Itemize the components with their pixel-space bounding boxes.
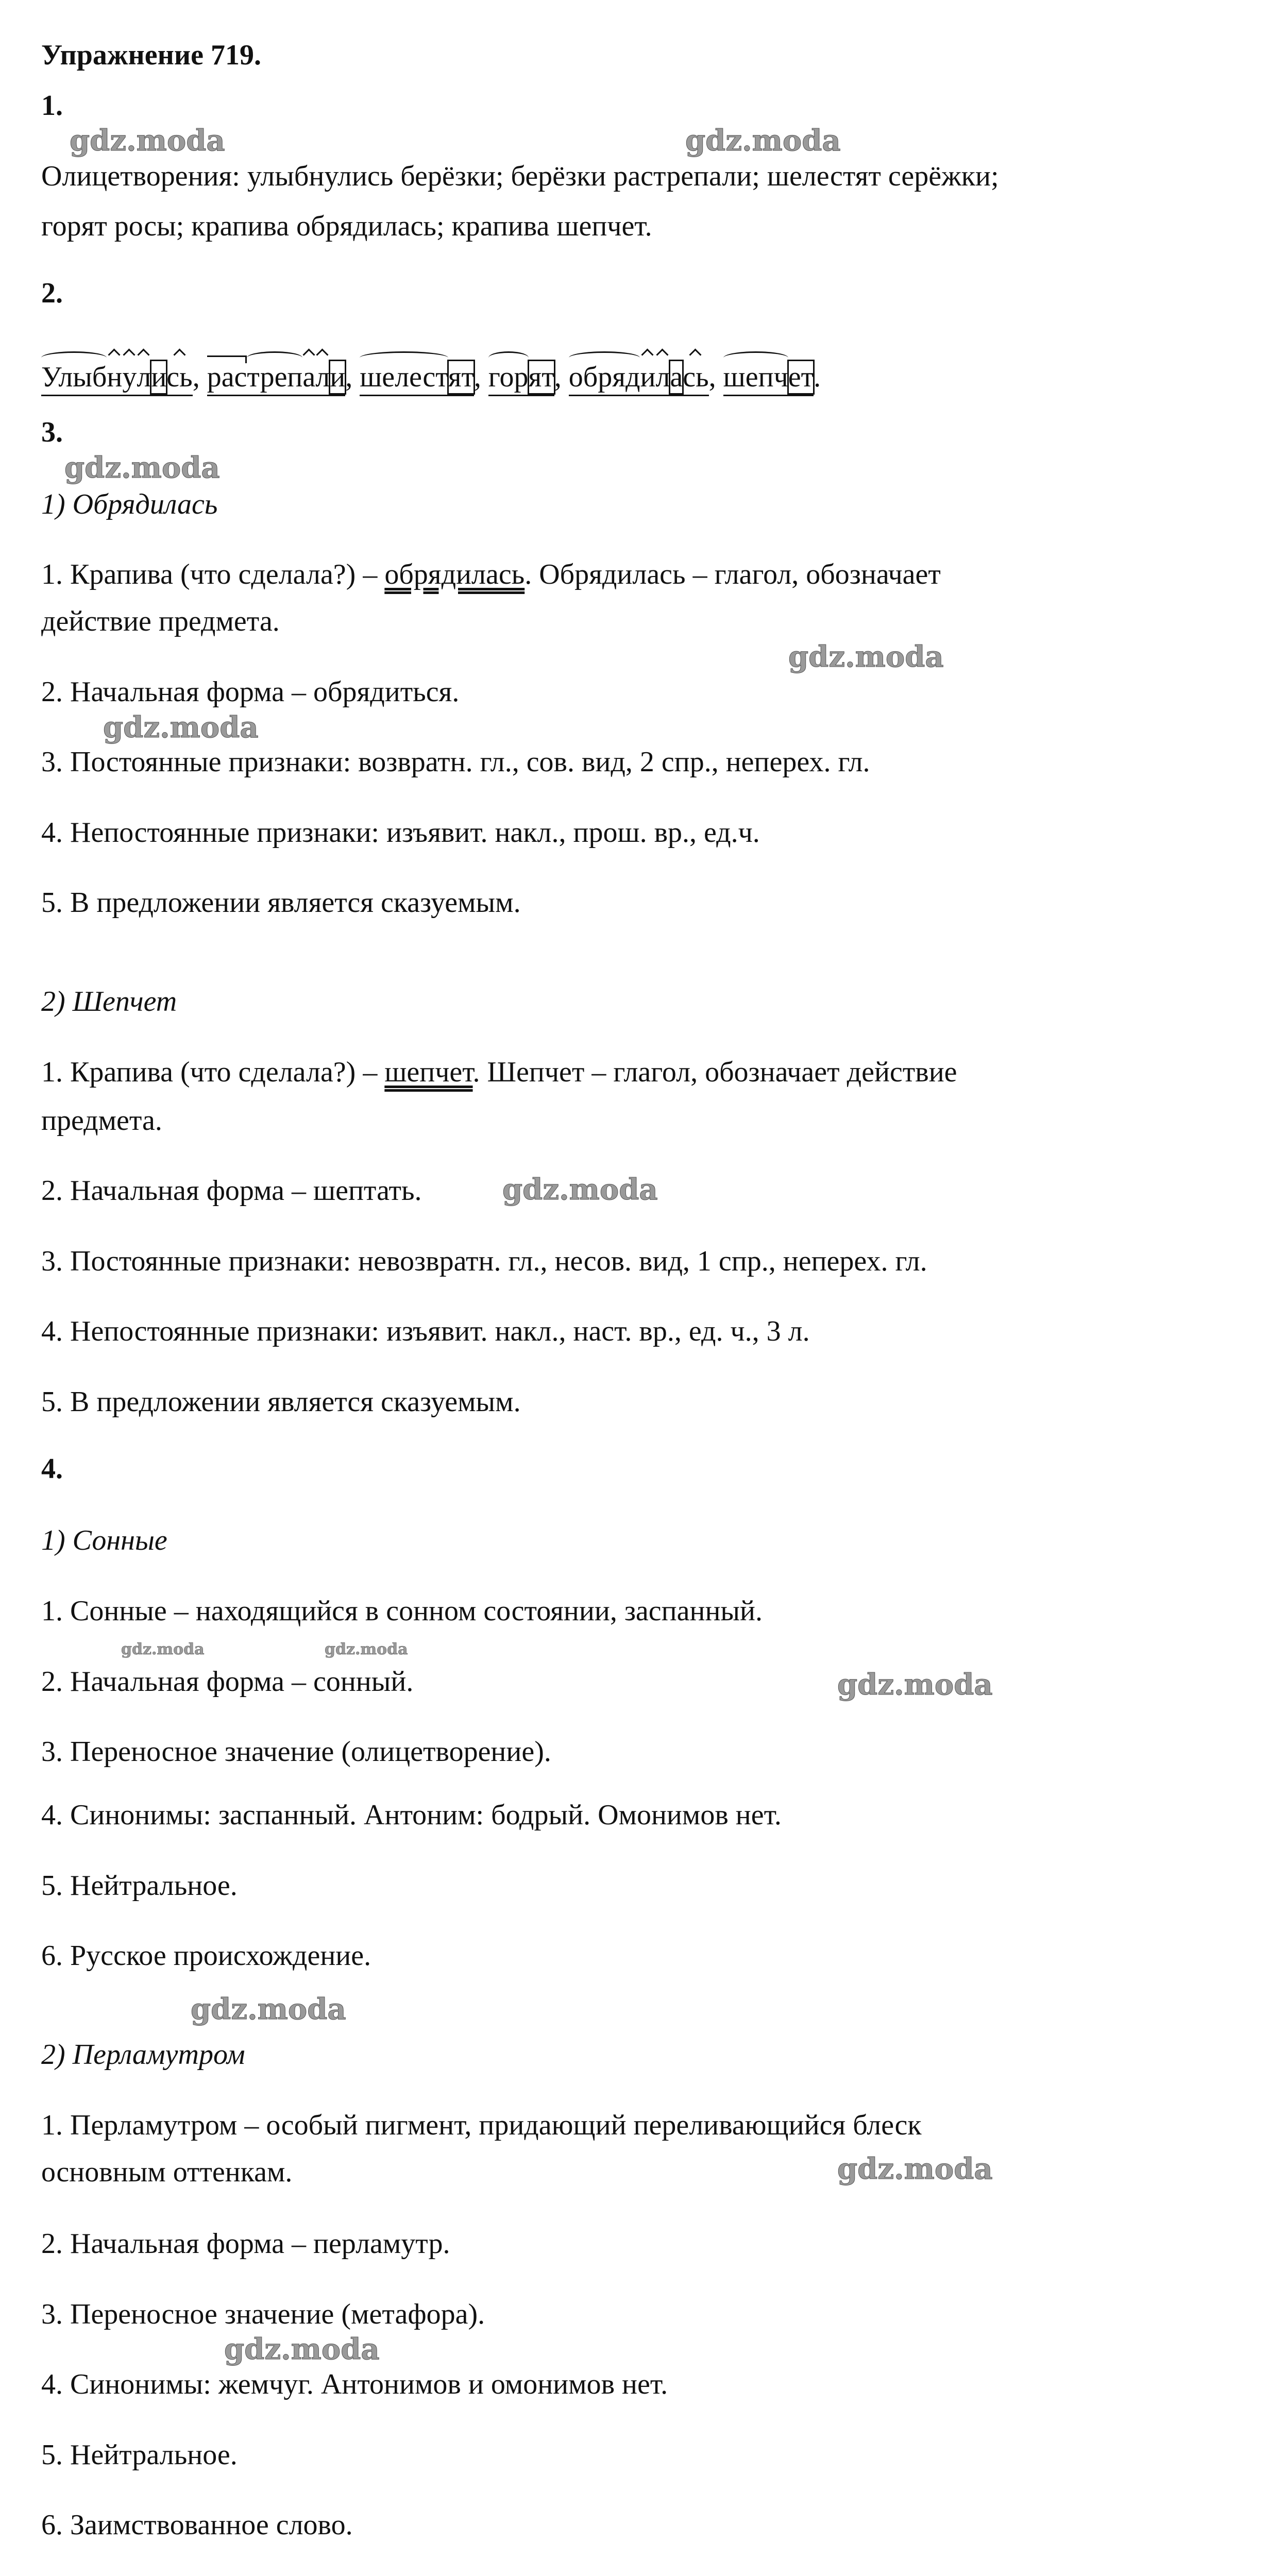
text-line: основным оттенкам. [41, 2156, 293, 2188]
watermark: gdz.moda [103, 710, 259, 744]
predicate-underlined: обрядилась [384, 558, 525, 590]
ending: ят [528, 361, 554, 393]
text-line: 3. Переносное значение (метафора). [41, 2298, 485, 2330]
text-line: 3. Постоянные признаки: возвратн. гл., сов. вид, 2 спр., неперех. гл. [41, 746, 870, 778]
suffix: л [137, 361, 151, 393]
punctuation: , [554, 361, 569, 393]
suffix: л [315, 361, 330, 393]
watermark: gdz.moda [837, 2152, 993, 2186]
punctuation: , [708, 361, 723, 393]
punctuation: . [814, 361, 821, 393]
text-line: 3. Переносное значение (олицетворение). [41, 1736, 551, 1768]
text-line: 4. Синонимы: заспанный. Антоним: бодрый. Омонимов нет. [41, 1799, 782, 1831]
section-number: 3. [41, 416, 63, 448]
morpheme-word [41, 361, 193, 396]
punctuation: , [345, 361, 360, 393]
subheading: 2) Перламутром [41, 2039, 245, 2071]
root: шелест [360, 361, 448, 393]
text-segment: . Обрядилась – глагол, обозначает [524, 558, 941, 590]
text-line: горят росы; крапива обрядилась; крапива шепчет. [41, 210, 652, 242]
text-line: 2. Начальная форма – перламутр. [41, 2228, 450, 2260]
watermark: gdz.moda [70, 124, 225, 158]
section-number: 4. [41, 1453, 63, 1485]
prefix: рас [207, 361, 247, 393]
text-line: 4. Непостоянные признаки: изъявит. накл., прош. вр., ед.ч. [41, 817, 760, 849]
text-line: Олицетворения: улыбнулись берёзки; берёзки растрепали; шелестят серёжки; [41, 160, 999, 192]
ending: и [330, 361, 346, 393]
suffix: сь [166, 361, 193, 393]
text-line: 5. Нейтральное. [41, 1870, 238, 1902]
ending: ят [448, 361, 474, 393]
watermark: gdz.moda [837, 1668, 993, 1702]
morpheme-word [207, 361, 345, 396]
morpheme-analysis [41, 361, 821, 396]
watermark: gdz.moda [121, 1640, 205, 1658]
text-line: 3. Постоянные признаки: невозвратн. гл., несов. вид, 1 спр., неперех. гл. [41, 1245, 927, 1277]
suffix: л [655, 361, 670, 393]
text-line: 2. Начальная форма – шептать. [41, 1175, 422, 1207]
watermark: gdz.moda [64, 451, 220, 485]
text-line: 2. Начальная форма – обрядиться. [41, 676, 460, 708]
root: обряд [568, 361, 640, 393]
text-line: 6. Заимствованное слово. [41, 2509, 353, 2541]
watermark: gdz.moda [325, 1640, 408, 1658]
root: треп [247, 361, 303, 393]
text-segment: . Шепчет – глагол, обозначает действие [472, 1056, 957, 1088]
text-line: 5. В предложении является сказуемым. [41, 1386, 521, 1418]
morpheme-word [723, 361, 814, 396]
morpheme-word [360, 361, 474, 396]
ending: а [670, 361, 683, 393]
text-line: 4. Непостоянные признаки: изъявит. накл., наст. вр., ед. ч., 3 л. [41, 1315, 810, 1347]
text-line: 6. Русское происхождение. [41, 1940, 371, 1972]
predicate-underlined: шепчет [384, 1056, 473, 1088]
suffix: н [107, 361, 123, 393]
text-line: 1. Сонные – находящийся в сонном состоянии, заспанный. [41, 1595, 763, 1627]
root: Улыб [41, 361, 107, 393]
text-line [41, 558, 941, 591]
ending: и [151, 361, 167, 393]
text-segment: 1. Крапива (что сделала?) – [41, 1056, 385, 1088]
root: шепч [723, 361, 788, 393]
watermark: gdz.moda [224, 2332, 380, 2366]
suffix: и [640, 361, 656, 393]
text-line: предмета. [41, 1105, 162, 1137]
punctuation: , [473, 361, 488, 393]
watermark: gdz.moda [788, 640, 944, 674]
text-line: 5. Нейтральное. [41, 2439, 238, 2471]
text-line: 5. В предложении является сказуемым. [41, 887, 521, 919]
section-number: 2. [41, 277, 63, 309]
subheading: 2) Шепчет [41, 986, 177, 1018]
exercise-title: Упражнение 719. [41, 39, 262, 71]
text-line: 1. Перламутром – особый пигмент, придающий переливающийся блеск [41, 2109, 922, 2141]
text-line: 2. Начальная форма – сонный. [41, 1666, 414, 1698]
suffix: у [122, 361, 137, 393]
punctuation: , [192, 361, 207, 393]
ending: ет [788, 361, 814, 393]
suffix: сь [683, 361, 709, 393]
watermark: gdz.moda [685, 124, 841, 158]
morpheme-word [488, 361, 554, 396]
subheading: 1) Обрядилась [41, 488, 218, 520]
text-line: действие предмета. [41, 605, 280, 637]
section-number: 1. [41, 90, 63, 122]
text-line: 4. Синонимы: жемчуг. Антонимов и омонимов нет. [41, 2368, 668, 2400]
text-line [41, 1056, 957, 1089]
watermark: gdz.moda [191, 1992, 346, 2026]
morpheme-word [569, 361, 709, 396]
watermark: gdz.moda [502, 1173, 658, 1207]
subheading: 1) Сонные [41, 1524, 167, 1556]
text-segment: 1. Крапива (что сделала?) – [41, 558, 385, 590]
suffix: а [302, 361, 316, 393]
root: гор [488, 361, 529, 393]
